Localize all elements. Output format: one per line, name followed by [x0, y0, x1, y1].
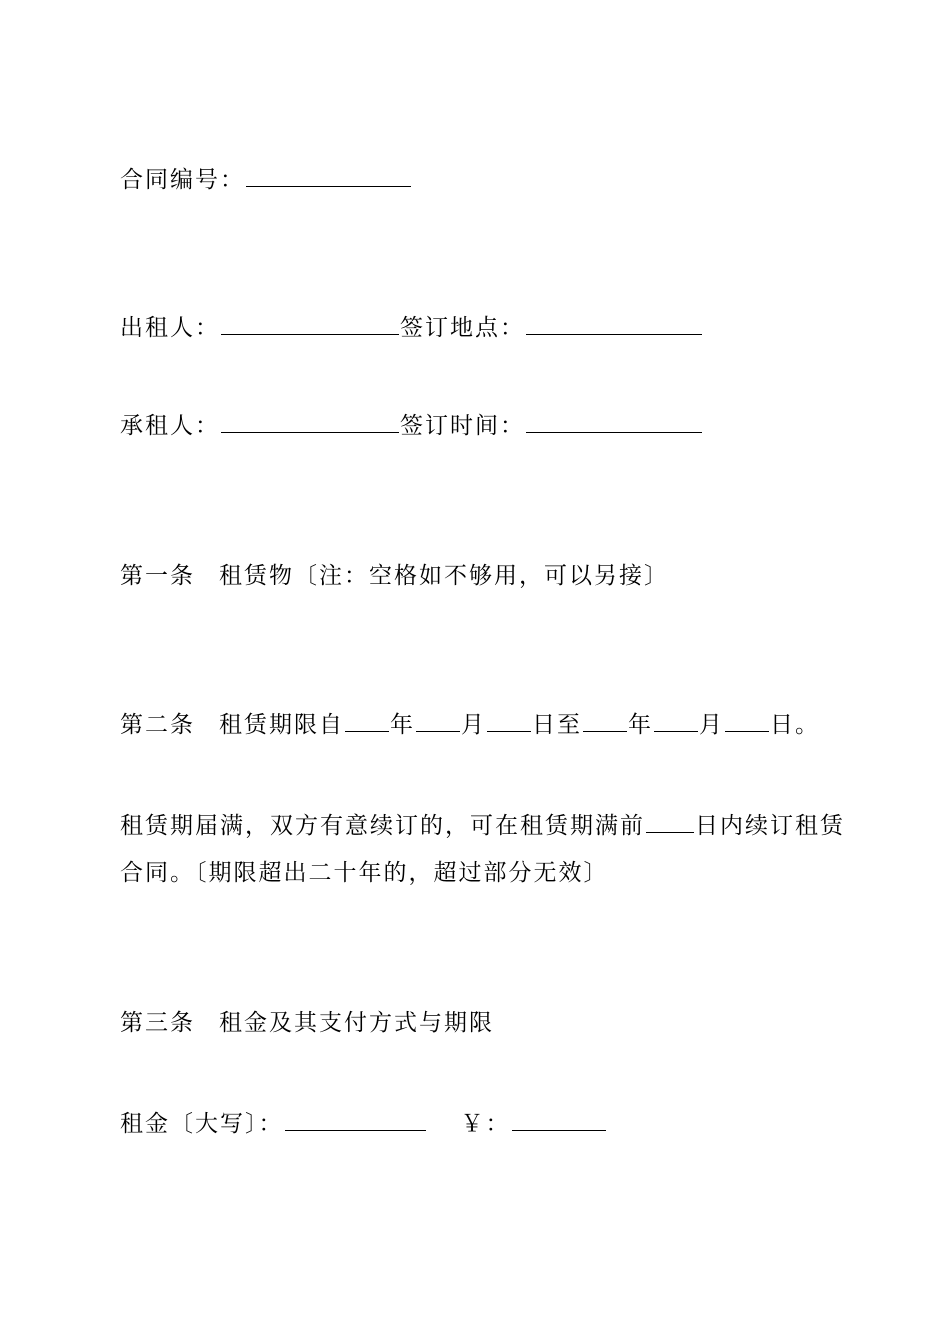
article-3-title: 租金及其支付方式与期限	[219, 1010, 494, 1036]
end-day-blank[interactable]	[725, 709, 769, 732]
rent-line	[120, 1108, 607, 1139]
lessee-line	[120, 410, 703, 441]
renewal-days-blank[interactable]	[646, 810, 694, 833]
sign-place-blank[interactable]	[526, 312, 702, 335]
rent-label: 租金〔大写〕：	[120, 1111, 284, 1137]
lessee-blank[interactable]	[221, 410, 399, 433]
article-2-heading: 第二条	[120, 712, 195, 738]
contract-number-label: 合同编号：	[120, 167, 245, 193]
end-year-blank[interactable]	[583, 709, 627, 732]
lessor-line	[120, 312, 703, 343]
contract-number-line	[120, 164, 412, 195]
lessor-blank[interactable]	[221, 312, 399, 335]
sign-place-label: 签订地点：	[400, 315, 525, 341]
month-label: 月	[699, 712, 724, 738]
start-month-blank[interactable]	[416, 709, 460, 732]
renewal-line-2	[120, 858, 609, 888]
start-day-blank[interactable]	[487, 709, 531, 732]
lessee-label: 承租人：	[120, 413, 220, 439]
year-label: 年	[628, 712, 653, 738]
renewal-line-1	[120, 810, 845, 841]
month-label: 月	[461, 712, 486, 738]
yuan-label: ￥：	[460, 1111, 511, 1137]
lessor-label: 出租人：	[120, 315, 220, 341]
period-prefix: 租赁期限自	[219, 712, 344, 738]
start-year-blank[interactable]	[345, 709, 389, 732]
sign-time-blank[interactable]	[526, 410, 702, 433]
article-1-title: 租赁物〔注：空格如不够用，可以另接〕	[219, 563, 669, 589]
year-label: 年	[390, 712, 415, 738]
renewal-text-a: 租赁期届满，双方有意续订的，可在租赁期满前	[120, 813, 645, 839]
article-1-heading: 第一条	[120, 563, 195, 589]
end-month-blank[interactable]	[654, 709, 698, 732]
contract-number-blank[interactable]	[246, 164, 411, 187]
renewal-text-b: 日内续订租赁	[695, 813, 845, 839]
article-3-heading: 第三条	[120, 1010, 195, 1036]
renewal-text-c: 合同。〔期限超出二十年的，超过部分无效〕	[120, 860, 609, 886]
rent-amount-blank[interactable]	[512, 1108, 606, 1131]
article-2-line	[120, 709, 820, 740]
day-to-label: 日至	[532, 712, 582, 738]
sign-time-label: 签订时间：	[400, 413, 525, 439]
article-3-line	[120, 1008, 494, 1038]
article-1-line	[120, 561, 669, 591]
rent-words-blank[interactable]	[285, 1108, 426, 1131]
day-end-label: 日。	[770, 712, 820, 738]
